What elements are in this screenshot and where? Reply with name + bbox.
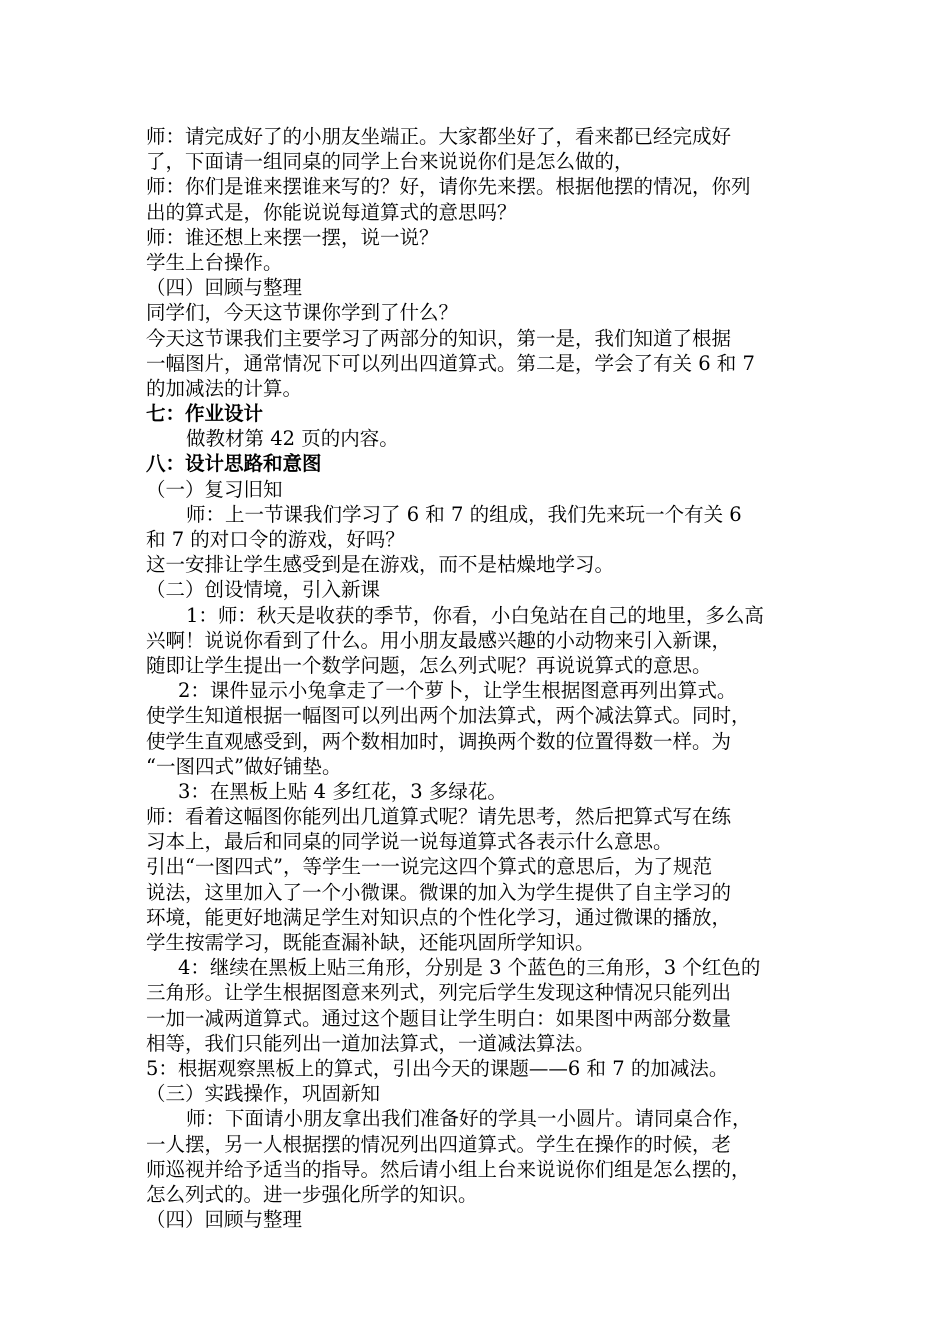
text-line: 1：师：秋天是收获的季节，你看，小白兔站在自己的地里，多么高 bbox=[186, 603, 764, 627]
text-line: 的加减法的计算。 bbox=[146, 376, 303, 400]
text-line: 师：上一节课我们学习了 6 和 7 的组成，我们先来玩一个有关 6 bbox=[186, 502, 742, 526]
section-heading: （一）复习旧知 bbox=[146, 477, 283, 501]
text-line: 学生按需学习，既能查漏补缺，还能巩固所学知识。 bbox=[146, 931, 595, 954]
text-line: 相等，我们只能列出一道加法算式，一道减法算法。 bbox=[146, 1031, 595, 1055]
chapter-heading: 七：作业设计 bbox=[146, 402, 264, 426]
text-line: 使学生知道根据一幅图可以列出两个加法算式，两个减法算式。同时， bbox=[146, 704, 751, 728]
text-line: 兴啊！说说你看到了什么。用小朋友最感兴趣的小动物来引入新课， bbox=[146, 628, 732, 652]
text-line: 师：请完成好了的小朋友坐端正。大家都坐好了，看来都已经完成好 bbox=[146, 125, 732, 148]
text-line: 同学们，今天这节课你学到了什么？ bbox=[146, 301, 459, 325]
text-line: 4：继续在黑板上贴三角形，分别是 3 个蓝色的三角形，3 个红色的 bbox=[178, 956, 761, 980]
section-heading: （二）创设情境，引入新课 bbox=[146, 578, 381, 602]
text-line: 一人摆，另一人根据摆的情况列出四道算式。学生在操作的时候，老 bbox=[146, 1132, 732, 1156]
text-line: 环境，能更好地满足学生对知识点的个性化学习，通过微课的播放， bbox=[146, 905, 732, 929]
text-line: 3：在黑板上贴 4 多红花，3 多绿花。 bbox=[178, 779, 507, 803]
section-heading: （四）回顾与整理 bbox=[146, 1208, 303, 1232]
text-line: “一图四式”做好铺垫。 bbox=[146, 754, 342, 778]
text-line: 出的算式是，你能说说每道算式的意思吗？ bbox=[146, 200, 517, 224]
section-heading: （三）实践操作，巩固新知 bbox=[146, 1082, 381, 1106]
text-line: 今天这节课我们主要学习了两部分的知识，第一是，我们知道了根据 bbox=[146, 326, 732, 350]
text-line: 说法，这里加入了一个小微课。微课的加入为学生提供了自主学习的 bbox=[146, 880, 732, 904]
text-line: 一幅图片，通常情况下可以列出四道算式。第二是，学会了有关 6 和 7 bbox=[146, 351, 755, 375]
text-line: 了，下面请一组同桌的同学上台来说说你们是怎么做的， bbox=[146, 150, 634, 174]
text-line: 引出“一图四式”，等学生一一说完这四个算式的意思后，为了规范 bbox=[146, 855, 712, 879]
text-line: 和 7 的对口令的游戏，好吗？ bbox=[146, 528, 405, 551]
text-line: 师：你们是谁来摆谁来写的？好，请你先来摆。根据他摆的情况，你列 bbox=[146, 175, 751, 199]
text-line: 2：课件显示小兔拿走了一个萝卜，让学生根据图意再列出算式。 bbox=[178, 679, 737, 703]
document-body bbox=[146, 124, 826, 1232]
text-line: 做教材第 42 页的内容。 bbox=[186, 427, 399, 451]
text-line: 一加一减两道算式。通过这个题目让学生明白：如果图中两部分数量 bbox=[146, 1006, 732, 1030]
text-line: 随即让学生提出一个数学问题，怎么列式呢？再说说算式的意思。 bbox=[146, 653, 712, 677]
text-line: 师：谁还想上来摆一摆，说一说？ bbox=[146, 225, 439, 249]
text-line: 师：看着这幅图你能列出几道算式呢？请先思考，然后把算式写在练 bbox=[146, 805, 732, 829]
text-line: 这一安排让学生感受到是在游戏，而不是枯燥地学习。 bbox=[146, 553, 615, 577]
text-line: 师：下面请小朋友拿出我们准备好的学具一小圆片。请同桌合作， bbox=[186, 1107, 752, 1131]
text-line: 三角形。让学生根据图意来列式，列完后学生发现这种情况只能列出 bbox=[146, 981, 732, 1005]
text-line: 5：根据观察黑板上的算式，引出今天的课题——6 和 7 的加减法。 bbox=[146, 1056, 729, 1080]
text-line: 怎么列式的。进一步强化所学的知识。 bbox=[146, 1182, 478, 1206]
chapter-heading: 八：设计思路和意图 bbox=[146, 452, 322, 476]
text-line: 学生上台操作。 bbox=[146, 250, 283, 274]
text-line: 习本上，最后和同桌的同学说一说每道算式各表示什么意思。 bbox=[146, 830, 673, 854]
section-heading: （四）回顾与整理 bbox=[146, 276, 303, 300]
text-line: 使学生直观感受到，两个数相加时，调换两个数的位置得数一样。为 bbox=[146, 729, 732, 753]
text-line: 师巡视并给予适当的指导。然后请小组上台来说说你们组是怎么摆的， bbox=[146, 1157, 751, 1181]
